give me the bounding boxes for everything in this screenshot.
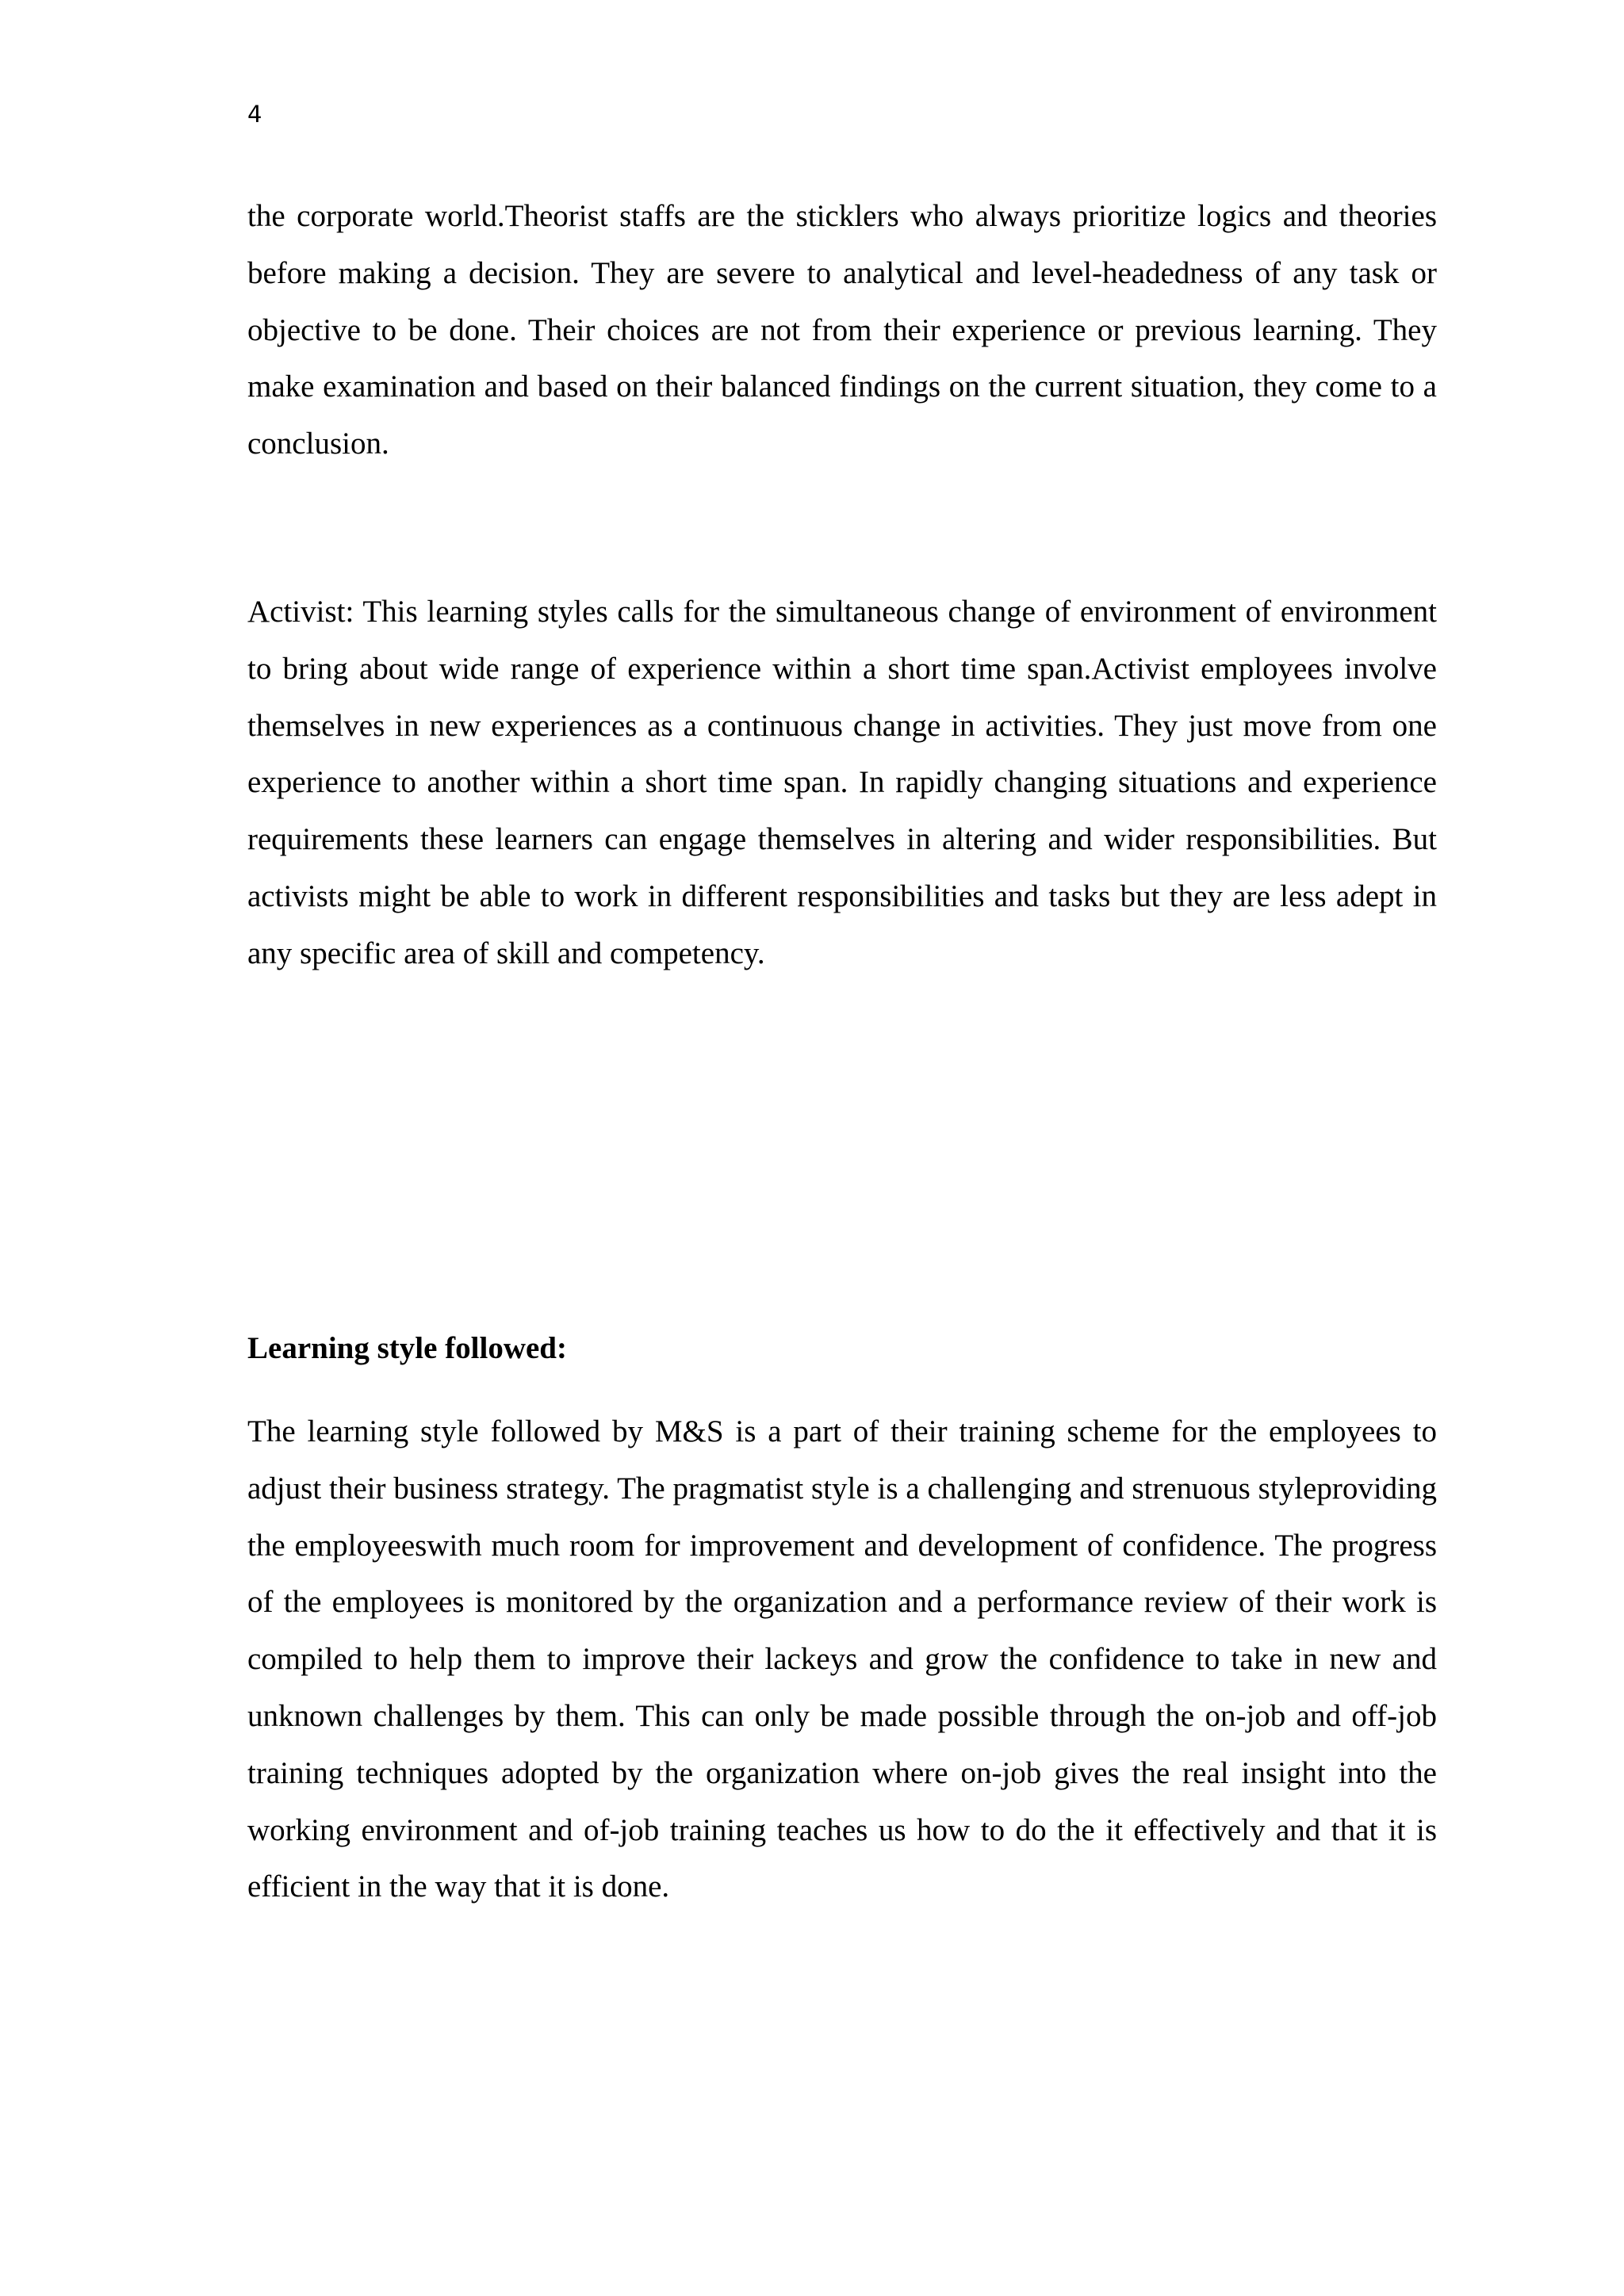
page-number: 4 xyxy=(247,101,262,128)
paragraph-activist: Activist: This learning styles calls for the simultaneous change of environment of environment to bring about wide range of experience within a short time span.Activist employees involve themselves in new experiences as a continuous change in activities. They just move from one experience to another within a short time span. In rapidly changing situations and experience requirements these learners can engage themselves in altering and wider responsibilities. But activists might be able to work in different responsibilities and tasks but they are less adept in any specific area of skill and competency. xyxy=(247,595,1437,970)
section-heading-learning-style: Learning style followed: xyxy=(247,1331,567,1365)
paragraph-theorist-continuation: the corporate world.Theorist staffs are the sticklers who always prioritize logics and theories before making a decision. They are severe to analytical and level-headedness of any task or objective to be done. Their choices are not from their experience or previous learning. They make examination and based on their balanced findings on the current situation, they come to a conclusion. xyxy=(247,199,1437,461)
paragraph-learning-style-followed: The learning style followed by M&S is a part of their training scheme for the employees to adjust their business strategy. The pragmatist style is a challenging and strenuous styleproviding the employeeswith much room for improvement and development of confidence. The progress of the employees is monitored by the organization and a performance review of their work is compiled to help them to improve their lackeys and grow the confidence to take in new and unknown challenges by them. This can only be made possible through the on-job and off-job training techniques adopted by the organization where on-job gives the real insight into the working environment and of-job training teaches us how to do the it effectively and that it is efficient in the way that it is done. xyxy=(247,1414,1437,1904)
